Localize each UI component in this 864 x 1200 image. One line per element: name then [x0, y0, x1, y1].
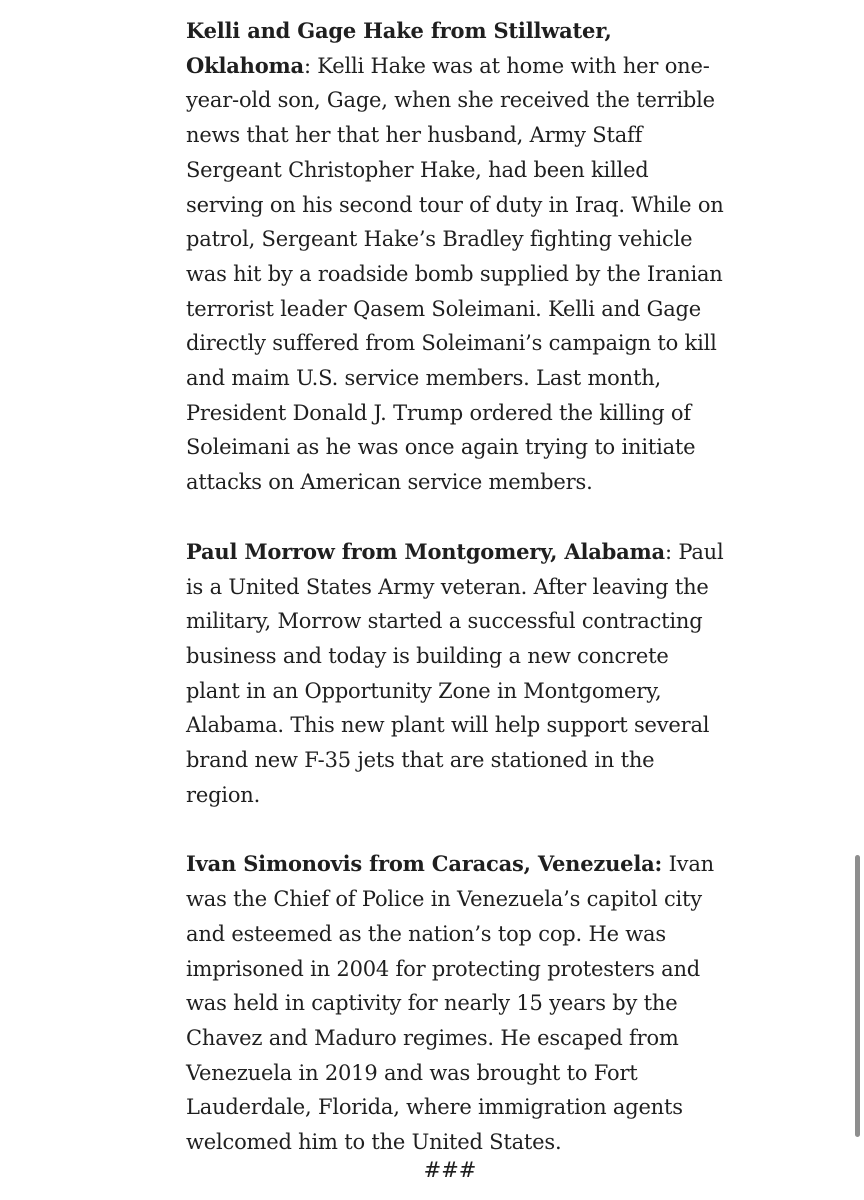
entry-body: Kelli Hake was at home with her one-year-old son, Gage, when she received the terrible news that her that her husband, Army Staff Sergeant Christopher Hake, had been killed serving on his second tour of duty in Iraq. While on patrol, Sergeant Hake’s Bradley fighting vehicle was hit by a roadside bomb supplied by the Iranian terrorist leader Qasem Soleimani. Kelli and Gage directly suffered from Soleimani’s campaign to kill and maim U.S. service members. Last month, President Donald J. Trump ordered the killing of Soleimani as he was once again trying to initiate attacks on American service members. — [186, 53, 724, 495]
guest-entry-morrow — [186, 535, 726, 813]
end-of-release-mark: ### — [423, 1158, 477, 1182]
entry-heading: Kelli and Gage Hake from Stillwater, Oklahoma — [186, 18, 612, 78]
guest-entry-simonovis — [186, 847, 726, 1159]
entry-heading: Paul Morrow from Montgomery, Alabama — [186, 538, 665, 564]
entry-heading: Ivan Simonovis from Caracas, Venezuela: — [186, 851, 663, 877]
article-body — [186, 14, 726, 1195]
entry-body: Paul is a United States Army veteran. After leaving the military, Morrow started a successful contracting business and today is building a new concrete plant in an Opportunity Zone in Montgomery, Alabama. This new plant will help support several brand new F-35 jets that are stationed in the region. — [186, 539, 724, 807]
scrollbar-thumb[interactable] — [855, 855, 860, 1137]
guest-entry-hake — [186, 14, 726, 500]
entry-separator: : — [303, 53, 311, 78]
entry-separator: : — [664, 539, 672, 564]
entry-body: Ivan was the Chief of Police in Venezuela’s capitol city and esteemed as the nation’s top cop. He was imprisoned in 2004 for protecting protesters and was held in captivity for nearly 15 years by the Chavez and Maduro regimes. He escaped from Venezuela in 2019 and was brought to Fort Lauderdale, Florida, where immigration agents welcomed him to the United States. — [186, 852, 714, 1155]
